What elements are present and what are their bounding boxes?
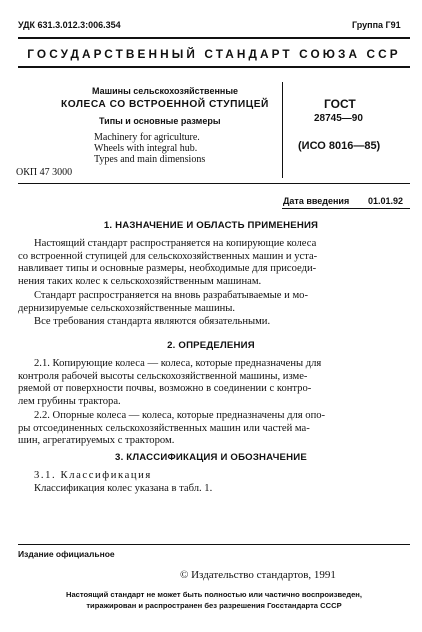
standard-subtitle: Типы и основные размеры xyxy=(99,116,221,126)
english-title-line-1: Machinery for agriculture. xyxy=(94,132,200,143)
section-3-heading: 3. КЛАССИФИКАЦИЯ И ОБОЗНАЧЕНИЕ xyxy=(115,452,307,463)
reproduction-notice-line-1: Настоящий стандарт не может быть полностью или частично воспроизведен, xyxy=(65,590,363,599)
text-line: 2.1. Копирующие колеса — колеса, которые предназначены для xyxy=(34,358,322,369)
okp-code: ОКП 47 3000 xyxy=(16,167,73,178)
intro-date-label: Дата введения xyxy=(283,196,350,206)
text-line: Все требования стандарта являются обязательными. xyxy=(34,316,271,327)
standard-name: КОЛЕСА СО ВСТРОЕННОЙ СТУПИЦЕЙ xyxy=(61,99,269,110)
text-line: контроля рабочей высоты сельскохозяйственной машины, изме- xyxy=(18,370,308,382)
header-top-rule xyxy=(18,37,410,39)
official-edition-label: Издание официальное xyxy=(18,549,115,559)
text-line: Настоящий стандарт распространяется на копирующие колеса xyxy=(34,238,317,249)
udk-code: УДК 631.3.012.3:006.354 xyxy=(18,20,121,30)
group-code: Группа Г91 xyxy=(352,20,401,30)
section-2-heading: 2. ОПРЕДЕЛЕНИЯ xyxy=(167,340,255,351)
title-divider xyxy=(282,82,283,178)
section-1-paragraph-1 xyxy=(18,238,408,288)
iso-reference: (ИСО 8016—85) xyxy=(298,140,381,152)
english-title-line-3: Types and main dimensions xyxy=(94,154,206,165)
subject-line: Машины сельскохозяйственные xyxy=(92,86,239,96)
section-1-heading: 1. НАЗНАЧЕНИЕ И ОБЛАСТЬ ПРИМЕНЕНИЯ xyxy=(103,220,319,231)
title-bottom-rule xyxy=(18,183,410,184)
gost-label: ГОСТ xyxy=(324,97,356,111)
gost-number: 28745—90 xyxy=(314,113,363,124)
section-1-paragraph-2 xyxy=(18,290,408,315)
text-line: шин, агрегатируемых с трактором. xyxy=(18,435,175,447)
section-2-paragraph-2 xyxy=(18,410,408,448)
text-line: ряемой от поверхности почвы, возможно в соединении с контро- xyxy=(18,383,312,395)
section-1-paragraph-3 xyxy=(18,316,408,329)
intro-date-value: 01.01.92 xyxy=(368,196,404,206)
org-title: ГОСУДАРСТВЕННЫЙ СТАНДАРТ СОЮЗА ССР xyxy=(27,47,401,61)
copyright: © Издательство стандартов, 1991 xyxy=(180,569,336,581)
text-line: дернизируемые сельскохозяйственные машины. xyxy=(18,302,236,314)
text-line: ры отсоединенных сельскохозяйственных машин или частей ма- xyxy=(18,422,310,434)
reproduction-notice-line-2: тиражирован и распространен без разрешения Госстандарта СССР xyxy=(86,601,342,610)
text-line: нения таких колес к сельскохозяйственным машинам. xyxy=(18,275,262,287)
footer-rule xyxy=(18,544,410,545)
intro-date-underline xyxy=(282,208,410,209)
text-line: лем грубины трактора. xyxy=(18,395,121,407)
section-2-paragraph-1 xyxy=(18,358,408,408)
section-3-paragraph-1 xyxy=(18,470,408,495)
text-line: Классификация колес указана в табл. 1. xyxy=(34,482,213,494)
text-line: Стандарт распространяется на вновь разрабатываемые и мо- xyxy=(34,290,308,301)
text-line: 3.1. Классификация xyxy=(34,470,152,481)
text-line: со встроенной ступицей для сельскохозяйственных машин и уста- xyxy=(18,250,318,262)
header-bottom-rule xyxy=(18,66,410,68)
english-title-line-2: Wheels with integral hub. xyxy=(94,143,198,154)
text-line: навливает типы и основные размеры, необходимые для присоеди- xyxy=(18,263,317,275)
text-line: 2.2. Опорные колеса — колеса, которые предназначены для опо- xyxy=(34,410,326,421)
